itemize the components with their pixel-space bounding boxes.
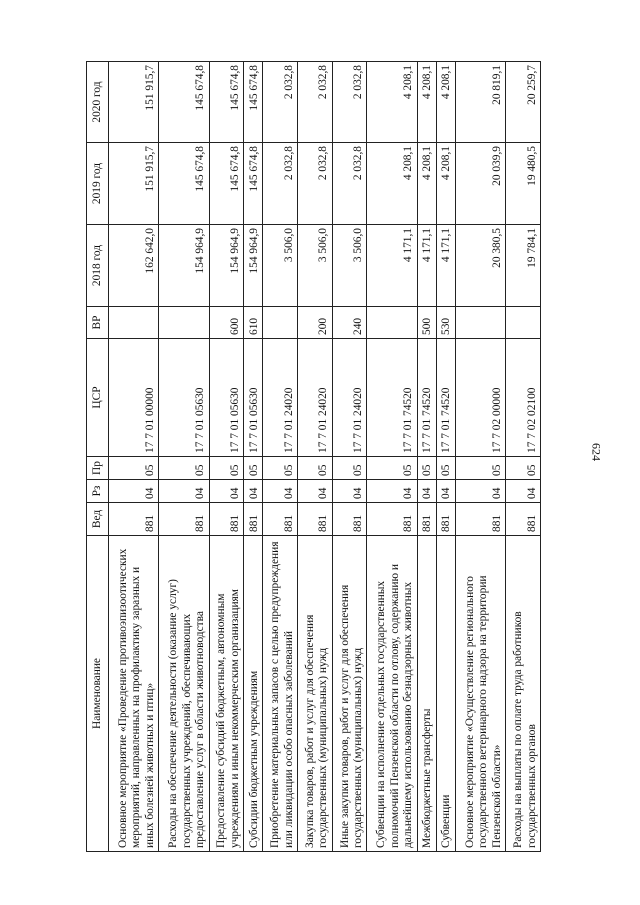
row-csr: 17 7 02 02100	[506, 339, 541, 457]
row-name: Закупка товаров, работ и услуг для обеспечения государственных (муниципальных) нужд	[298, 536, 333, 852]
column-header: ВР	[87, 307, 109, 339]
row-ved: 881	[209, 503, 244, 536]
row-ved: 881	[298, 503, 333, 536]
row-name: Субсидии бюджетным учреждениям	[244, 536, 263, 852]
row-rz: 04	[417, 480, 436, 503]
row-2019: 20 039,9	[455, 143, 505, 225]
row-2020: 2 032,8	[332, 62, 367, 143]
row-name: Субвенции на исполнение отдельных государственных полномочий Пензенской области по отлову, содержанию и дальнейшему использованию безнадзорных животных	[367, 536, 417, 852]
row-csr: 17 7 01 74520	[417, 339, 436, 457]
row-2018: 4 171,1	[367, 225, 417, 307]
row-pr: 05	[209, 457, 244, 480]
table-header-row	[87, 62, 109, 852]
table-row	[159, 62, 209, 852]
row-pr: 05	[506, 457, 541, 480]
row-pr: 05	[159, 457, 209, 480]
row-2018: 162 642,0	[109, 225, 159, 307]
row-ved: 881	[332, 503, 367, 536]
row-2018: 3 506,0	[298, 225, 333, 307]
row-2018: 3 506,0	[332, 225, 367, 307]
row-2019: 4 208,1	[417, 143, 436, 225]
row-vr: 610	[244, 307, 263, 339]
row-rz: 04	[263, 480, 298, 503]
row-2020: 20 259,7	[506, 62, 541, 143]
row-pr: 05	[367, 457, 417, 480]
row-2020: 145 674,8	[209, 62, 244, 143]
row-vr	[455, 307, 505, 339]
row-name: Межбюджетные трансферты	[417, 536, 436, 852]
row-name: Расходы на выплаты по оплате труда работников государственных органов	[506, 536, 541, 852]
row-2020: 2 032,8	[298, 62, 333, 143]
row-csr: 17 7 01 74520	[436, 339, 455, 457]
column-header: 2018 год	[87, 225, 109, 307]
table-row	[332, 62, 367, 852]
row-pr: 05	[244, 457, 263, 480]
row-2018: 154 964,9	[159, 225, 209, 307]
row-rz: 04	[367, 480, 417, 503]
row-ved: 881	[455, 503, 505, 536]
table-row	[417, 62, 436, 852]
table-row	[209, 62, 244, 852]
table-row	[109, 62, 159, 852]
row-ved: 881	[367, 503, 417, 536]
row-2019: 151 915,7	[109, 143, 159, 225]
table-row	[436, 62, 455, 852]
row-2020: 4 208,1	[417, 62, 436, 143]
row-2020: 2 032,8	[263, 62, 298, 143]
row-2018: 3 506,0	[263, 225, 298, 307]
row-vr	[263, 307, 298, 339]
row-ved: 881	[506, 503, 541, 536]
column-header: Рз	[87, 480, 109, 503]
row-2019: 2 032,8	[263, 143, 298, 225]
row-name: Предоставление субсидий бюджетным, автономным учреждениям и иным некоммерческим организациям	[209, 536, 244, 852]
row-vr	[506, 307, 541, 339]
row-2018: 4 171,1	[417, 225, 436, 307]
row-2018: 4 171,1	[436, 225, 455, 307]
row-csr: 17 7 01 05630	[159, 339, 209, 457]
table-row	[367, 62, 417, 852]
row-vr: 500	[417, 307, 436, 339]
row-name: Основное мероприятие «Осуществление регионального государственного ветеринарного надзора на территории Пензенской области»	[455, 536, 505, 852]
table-row	[455, 62, 505, 852]
row-2019: 145 674,8	[159, 143, 209, 225]
row-ved: 881	[159, 503, 209, 536]
row-pr: 05	[109, 457, 159, 480]
row-pr: 05	[332, 457, 367, 480]
row-2020: 145 674,8	[159, 62, 209, 143]
row-ved: 881	[244, 503, 263, 536]
row-2018: 154 964,9	[244, 225, 263, 307]
column-header: Пр	[87, 457, 109, 480]
table-row	[298, 62, 333, 852]
row-pr: 05	[263, 457, 298, 480]
column-header: Вед	[87, 503, 109, 536]
row-vr: 200	[298, 307, 333, 339]
row-pr: 05	[436, 457, 455, 480]
row-2020: 20 819,1	[455, 62, 505, 143]
row-name: Субвенции	[436, 536, 455, 852]
row-csr: 17 7 01 05630	[244, 339, 263, 457]
row-2020: 4 208,1	[367, 62, 417, 143]
row-2019: 145 674,8	[209, 143, 244, 225]
row-rz: 04	[436, 480, 455, 503]
row-rz: 04	[506, 480, 541, 503]
row-ved: 881	[436, 503, 455, 536]
row-name: Приобретение материальных запасов с целью предупреждения или ликвидации особо опасных заболеваний	[263, 536, 298, 852]
row-rz: 04	[109, 480, 159, 503]
table-row	[506, 62, 541, 852]
row-csr: 17 7 01 24020	[298, 339, 333, 457]
table-row	[244, 62, 263, 852]
rotated-table-container	[86, 62, 541, 852]
budget-table	[86, 61, 541, 852]
row-2020: 4 208,1	[436, 62, 455, 143]
row-csr: 17 7 02 00000	[455, 339, 505, 457]
row-rz: 04	[244, 480, 263, 503]
row-pr: 05	[298, 457, 333, 480]
row-vr: 600	[209, 307, 244, 339]
column-header: 2020 год	[87, 62, 109, 143]
column-header: 2019 год	[87, 143, 109, 225]
row-name: Основное мероприятие «Проведение противоэпизоотических мероприятий, направленных на профилактику заразных и иных болезней животных и птиц»	[109, 536, 159, 852]
row-csr: 17 7 01 24020	[332, 339, 367, 457]
column-header: Наименование	[87, 536, 109, 852]
row-csr: 17 7 01 74520	[367, 339, 417, 457]
row-pr: 05	[417, 457, 436, 480]
row-2019: 2 032,8	[298, 143, 333, 225]
row-rz: 04	[209, 480, 244, 503]
row-2018: 154 964,9	[209, 225, 244, 307]
row-2019: 145 674,8	[244, 143, 263, 225]
row-2018: 19 784,1	[506, 225, 541, 307]
page-number: 624	[589, 443, 604, 461]
row-name: Расходы на обеспечение деятельности (оказание услуг) государственных учреждений, обеспечивающих предоставление услуг в области животноводства	[159, 536, 209, 852]
row-csr: 17 7 01 00000	[109, 339, 159, 457]
row-rz: 04	[455, 480, 505, 503]
row-vr: 530	[436, 307, 455, 339]
row-ved: 881	[417, 503, 436, 536]
row-2019: 4 208,1	[436, 143, 455, 225]
row-2018: 20 380,5	[455, 225, 505, 307]
row-rz: 04	[332, 480, 367, 503]
row-ved: 881	[263, 503, 298, 536]
row-vr	[109, 307, 159, 339]
row-pr: 05	[455, 457, 505, 480]
row-vr: 240	[332, 307, 367, 339]
row-2020: 145 674,8	[244, 62, 263, 143]
row-vr	[367, 307, 417, 339]
row-csr: 17 7 01 24020	[263, 339, 298, 457]
row-2020: 151 915,7	[109, 62, 159, 143]
row-vr	[159, 307, 209, 339]
row-rz: 04	[298, 480, 333, 503]
row-ved: 881	[109, 503, 159, 536]
row-2019: 2 032,8	[332, 143, 367, 225]
row-rz: 04	[159, 480, 209, 503]
row-2019: 4 208,1	[367, 143, 417, 225]
column-header: ЦСР	[87, 339, 109, 457]
row-2019: 19 480,5	[506, 143, 541, 225]
row-csr: 17 7 01 05630	[209, 339, 244, 457]
row-name: Иные закупки товаров, работ и услуг для обеспечения государственных (муниципальных) нужд	[332, 536, 367, 852]
table-row	[263, 62, 298, 852]
